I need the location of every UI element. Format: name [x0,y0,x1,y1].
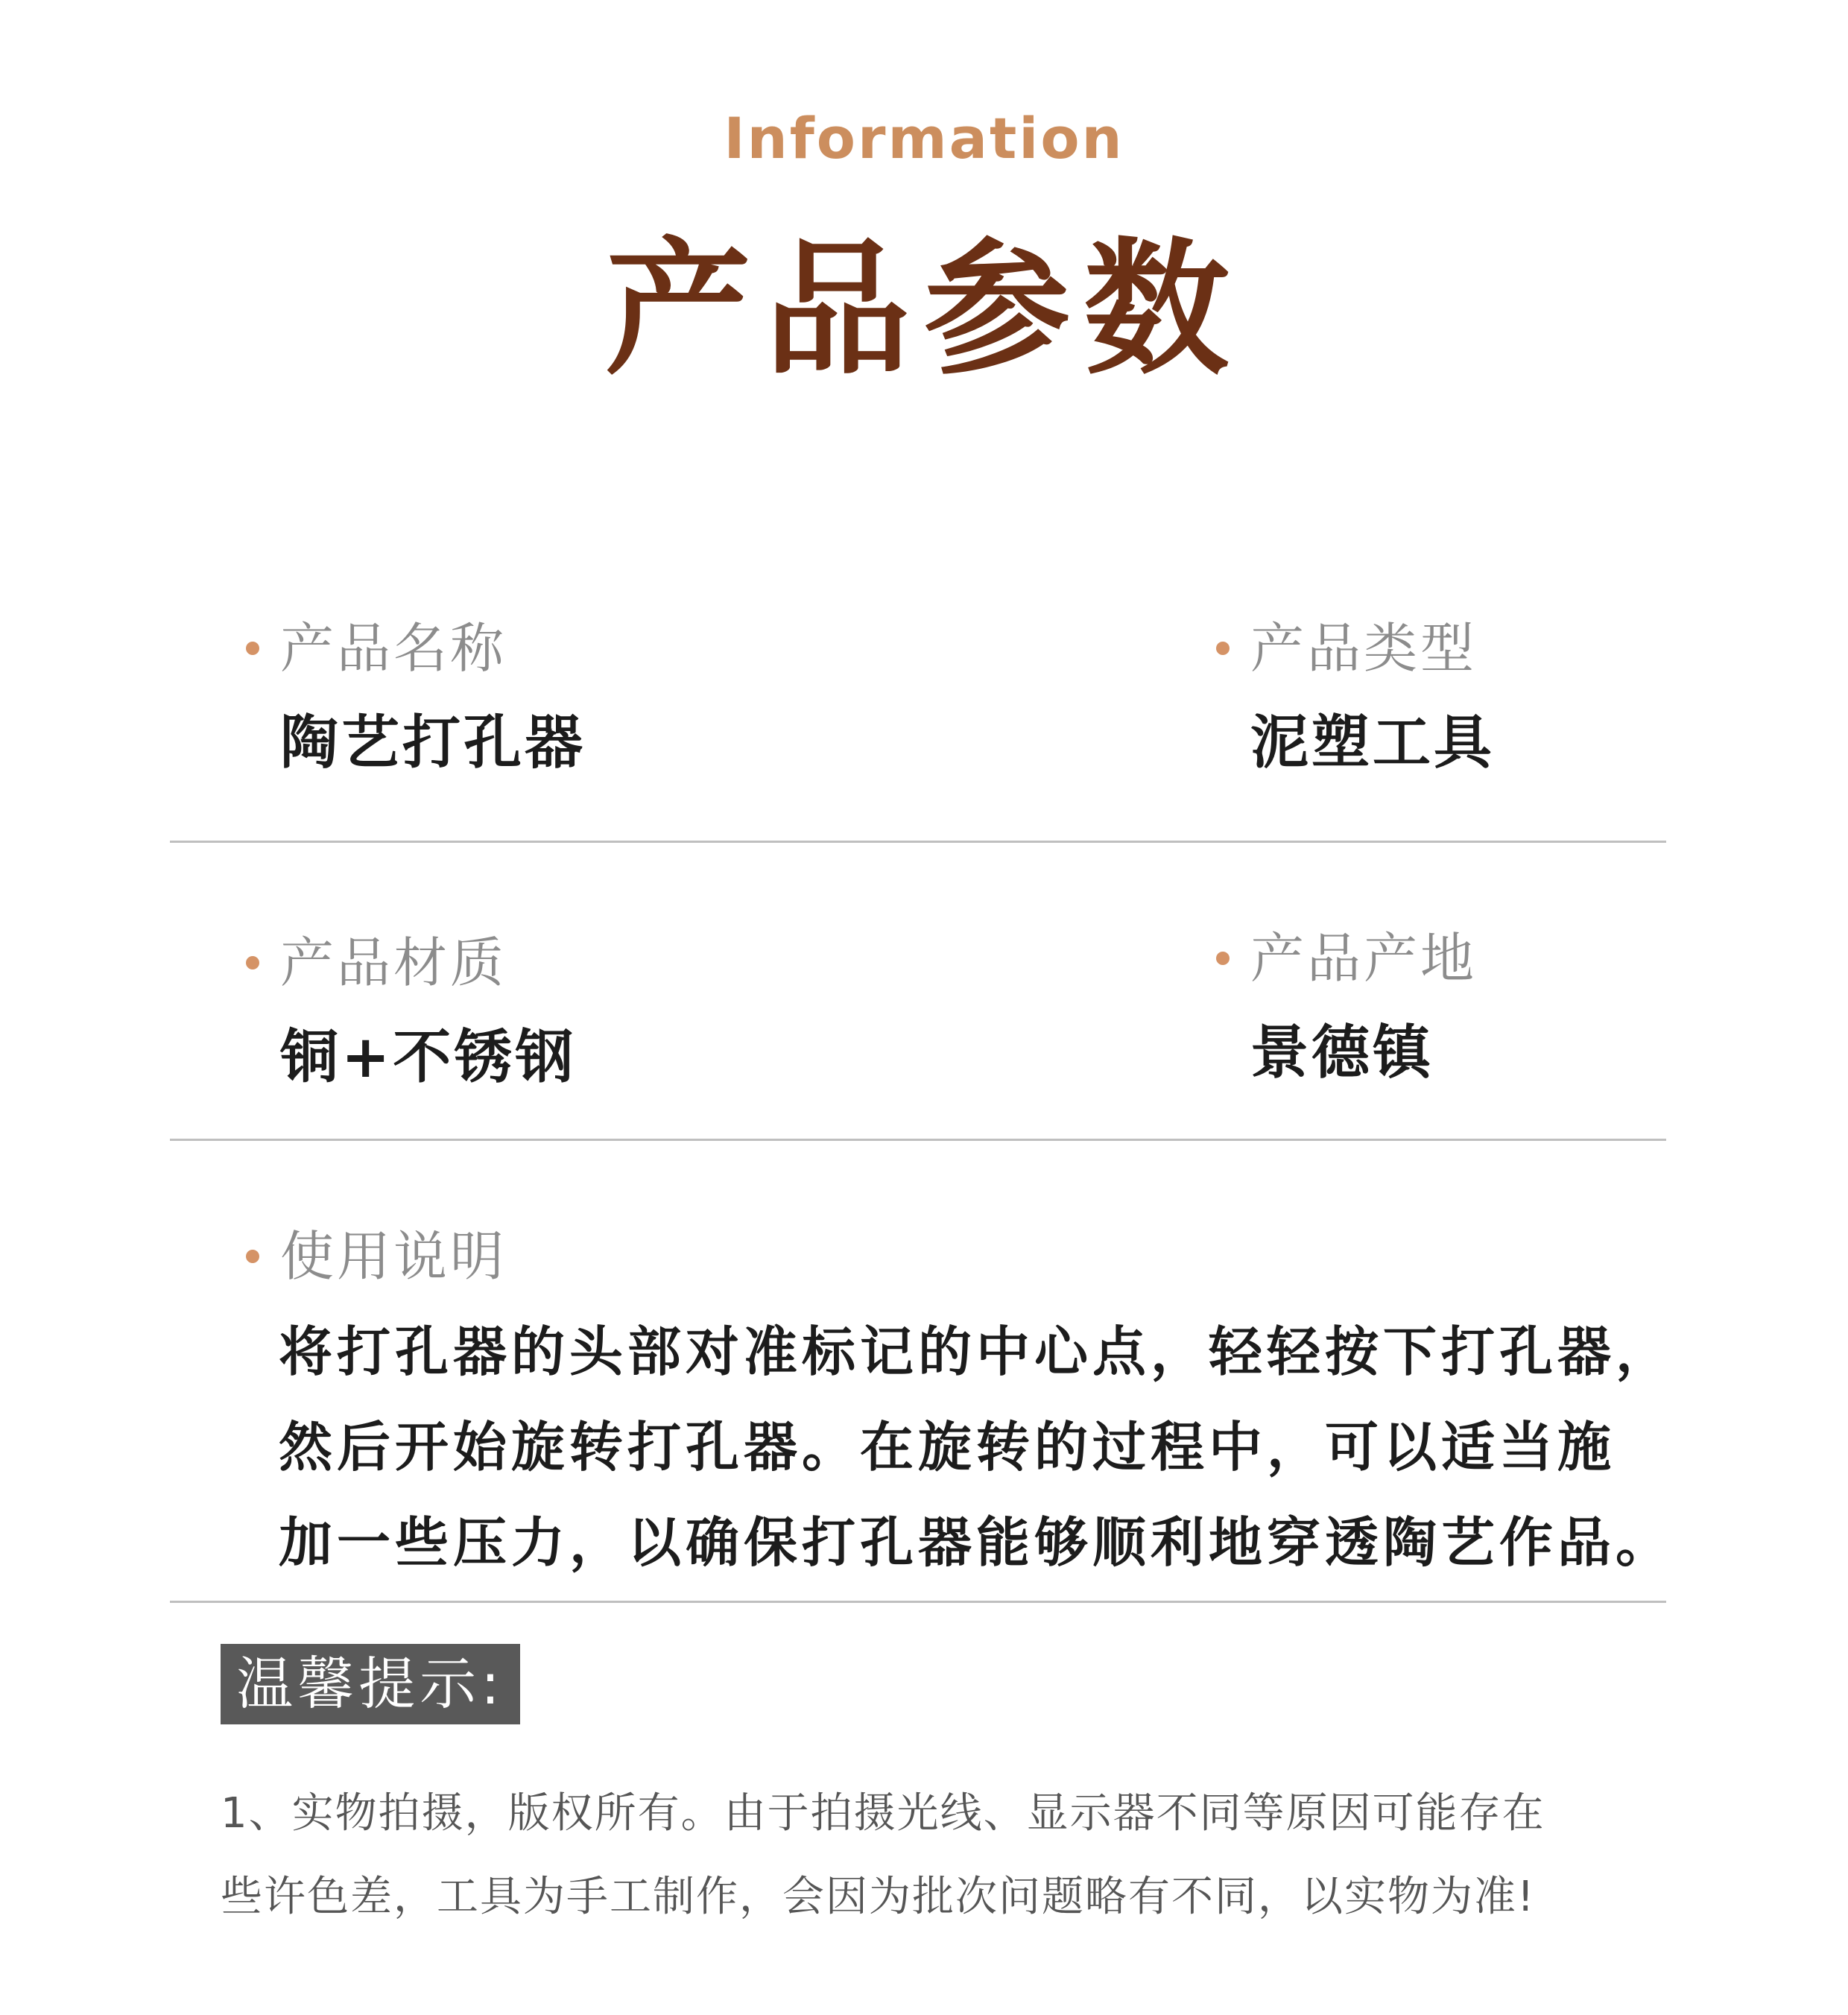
field-label: 产品材质 [280,931,507,994]
field-value: 陶艺打孔器 [280,709,586,776]
bullet-dot-icon [246,956,259,969]
field-product-origin [1216,927,1478,1086]
field-value: 泥塑工具 [1250,709,1496,776]
bullet-dot-icon [246,642,259,655]
bullet-dot-icon [246,1250,259,1263]
divider [170,1601,1666,1603]
field-product-material [246,931,577,1091]
field-usage [246,1227,507,1286]
field-label: 产品名称 [280,617,507,680]
usage-line: 然后开始旋转打孔器。在旋转的过程中，可以适当施 [279,1416,1616,1478]
field-product-type [1216,617,1496,776]
section-subtitle: Information [724,105,1124,171]
divider [170,841,1666,843]
tips-note [221,1772,1636,1939]
field-label: 使用说明 [280,1225,507,1288]
field-product-name [246,617,586,776]
field-label: 产品产地 [1250,927,1478,990]
page-title: 产品参数 [604,225,1243,395]
field-value: 铜+不锈钢 [280,1024,577,1091]
tips-heading: 温馨提示: [221,1644,520,1724]
bullet-dot-icon [1216,952,1230,965]
usage-line: 将打孔器的头部对准标记的中心点，轻轻按下打孔器， [279,1320,1674,1383]
bullet-dot-icon [1216,642,1230,655]
divider [170,1139,1666,1141]
field-label: 产品类型 [1250,617,1478,680]
tips-line: 些许色差，工具为手工制作，会因为批次问题略有不同，以实物为准! [221,1873,1536,1921]
field-value: 景德镇 [1250,1019,1434,1086]
usage-line: 加一些压力，以确保打孔器能够顺利地穿透陶艺作品。 [279,1511,1674,1574]
tips-line: 1、实物拍摄，版权所有。由于拍摄光线、显示器不同等原因可能存在 [221,1789,1545,1838]
usage-description [279,1304,1732,1590]
